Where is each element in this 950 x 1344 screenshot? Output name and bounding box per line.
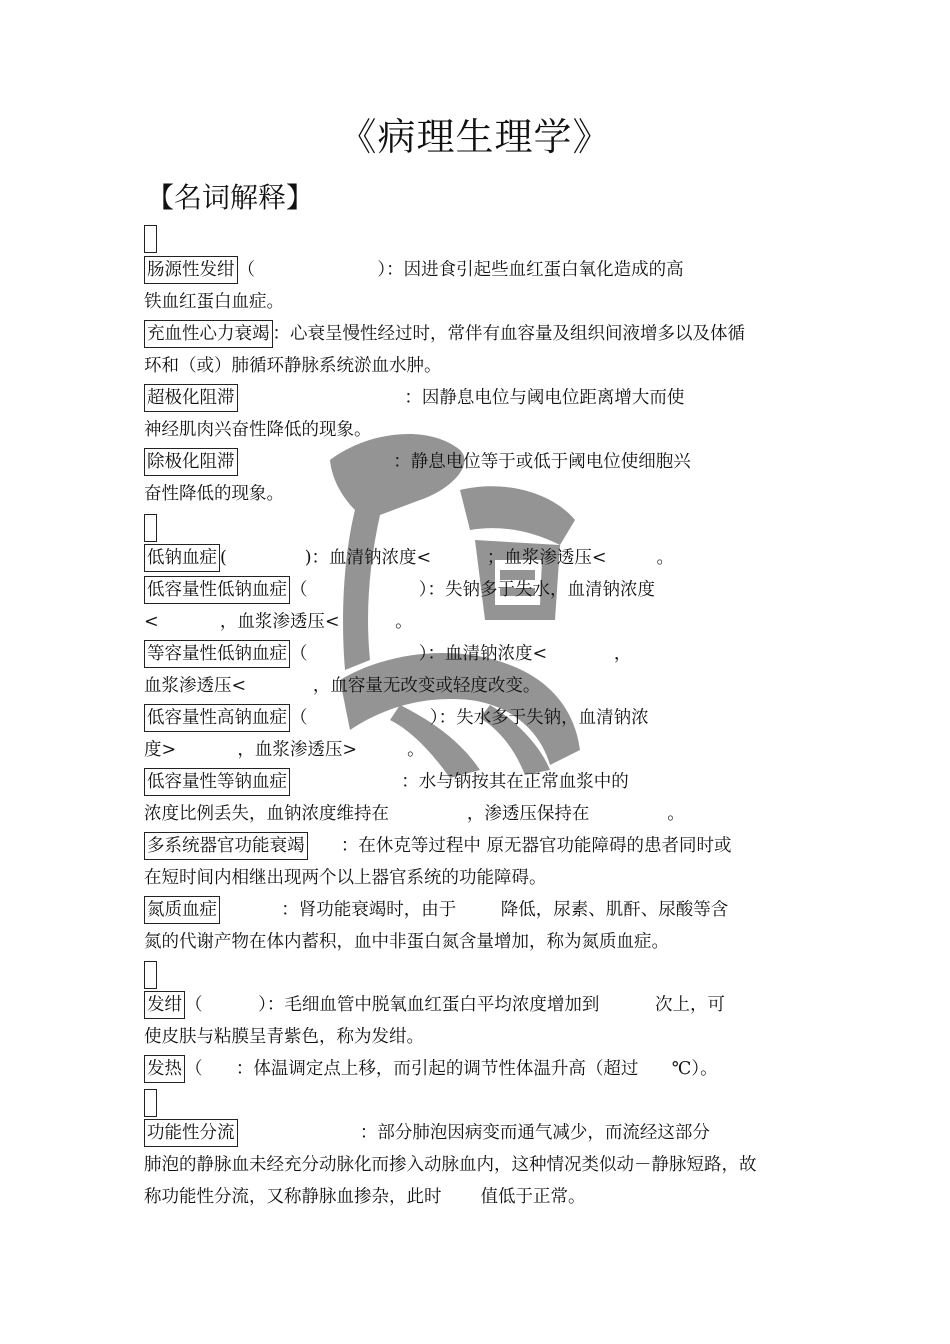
entry-continuation: 称功能性分流，又称静脉血掺杂，此时 值低于正常。 [144, 1187, 586, 1207]
entry-line: 氮质血症 ：肾功能衰竭时，由于 降低，尿素、肌酐、尿酸等含 [144, 894, 728, 926]
entry-continuation: 肺泡的静脉血未经充分动脉化而掺入动脉血内，这种情况类似动－静脉短路，故 [144, 1155, 757, 1175]
term-box: 发热 [144, 1055, 185, 1083]
document-title: 《病理生理学》 [338, 115, 612, 159]
group-marker-box [144, 225, 157, 253]
term-box: 超极化阻滞 [144, 384, 238, 412]
entry-line: 发热 （ ：体温调定点上移，而引起的调节性体温升高（超过 ℃）。 [144, 1053, 718, 1085]
term-box: 氮质血症 [144, 896, 220, 924]
entry-line: 除极化阻滞 ：静息电位等于或低于阈电位使细胞兴 [144, 446, 691, 478]
entry-continuation: 环和（或）肺循环静脉系统淤血水肿。 [144, 356, 442, 376]
entry-line: 等容量性低钠血症 （ ）：血清钠浓度< ， [144, 638, 631, 670]
entry-continuation: 神经肌肉兴奋性降低的现象。 [144, 420, 372, 440]
entry-continuation: 血浆渗透压< ，血容量无改变或轻度改变。 [144, 676, 541, 696]
entry-line: 超极化阻滞 ：因静息电位与阈电位距离增大而使 [144, 382, 684, 414]
entry-continuation: 度> ，血浆渗透压> 。 [144, 740, 425, 760]
group-marker-box [144, 1089, 157, 1117]
term-box: 低容量性等钠血症 [144, 768, 290, 796]
entry-continuation: 浓度比例丢失，血钠浓度维持在 ，渗透压保持在 。 [144, 804, 685, 824]
entry-line: 发绀 （ ）：毛细血管中脱氧血红蛋白平均浓度增加到 次上，可 [144, 989, 725, 1021]
entry-continuation: 氮的代谢产物在体内蓄积，血中非蛋白氮含量增加，称为氮质血症。 [144, 932, 669, 952]
entry-line: 功能性分流 ：部分肺泡因病变而通气减少，而流经这部分 [144, 1117, 710, 1149]
term-box: 功能性分流 [144, 1119, 238, 1147]
entry-continuation: < ，血浆渗透压< 。 [144, 612, 413, 632]
entry-continuation: 奋性降低的现象。 [144, 484, 284, 504]
entry-continuation: 铁血红蛋白血症。 [144, 292, 284, 312]
term-box: 除极化阻滞 [144, 448, 238, 476]
term-box: 低容量性高钠血症 [144, 704, 290, 732]
section-heading: 【名词解释】 [146, 181, 315, 214]
term-box: 多系统器官功能衰竭 [144, 832, 308, 860]
term-box: 低钠血症 [144, 544, 220, 572]
entry-line: 低容量性低钠血症 （ ）：失钠多于失水，血清钠浓度 [144, 574, 655, 606]
term-box: 发绀 [144, 991, 185, 1019]
entry-line: 肠源性发绀 （ ）：因进食引起些血红蛋白氧化造成的高 [144, 254, 684, 286]
entry-line: 充血性心力衰竭 ：心衰呈慢性经过时，常伴有血容量及组织间液增多以及体循 [144, 318, 745, 350]
entry-line: 多系统器官功能衰竭 ：在休克等过程中 原无器官功能障碍的患者同时或 [144, 830, 731, 862]
term-box: 充血性心力衰竭 [144, 320, 273, 348]
entry-continuation: 使皮肤与粘膜呈青紫色，称为发绀。 [144, 1027, 424, 1047]
entry-line: 低钠血症 ( )：血清钠浓度< ；血浆渗透压< 。 [144, 542, 674, 574]
entry-line: 低容量性等钠血症 ：水与钠按其在正常血浆中的 [144, 766, 629, 798]
term-box: 肠源性发绀 [144, 256, 238, 284]
term-box: 等容量性低钠血症 [144, 640, 290, 668]
group-marker-box [144, 961, 157, 989]
entry-continuation: 在短时间内相继出现两个以上器官系统的功能障碍。 [144, 868, 547, 888]
entry-line: 低容量性高钠血症 （ ）：失水多于失钠，血清钠浓 [144, 702, 649, 734]
group-marker-box [144, 514, 157, 542]
term-box: 低容量性低钠血症 [144, 576, 290, 604]
